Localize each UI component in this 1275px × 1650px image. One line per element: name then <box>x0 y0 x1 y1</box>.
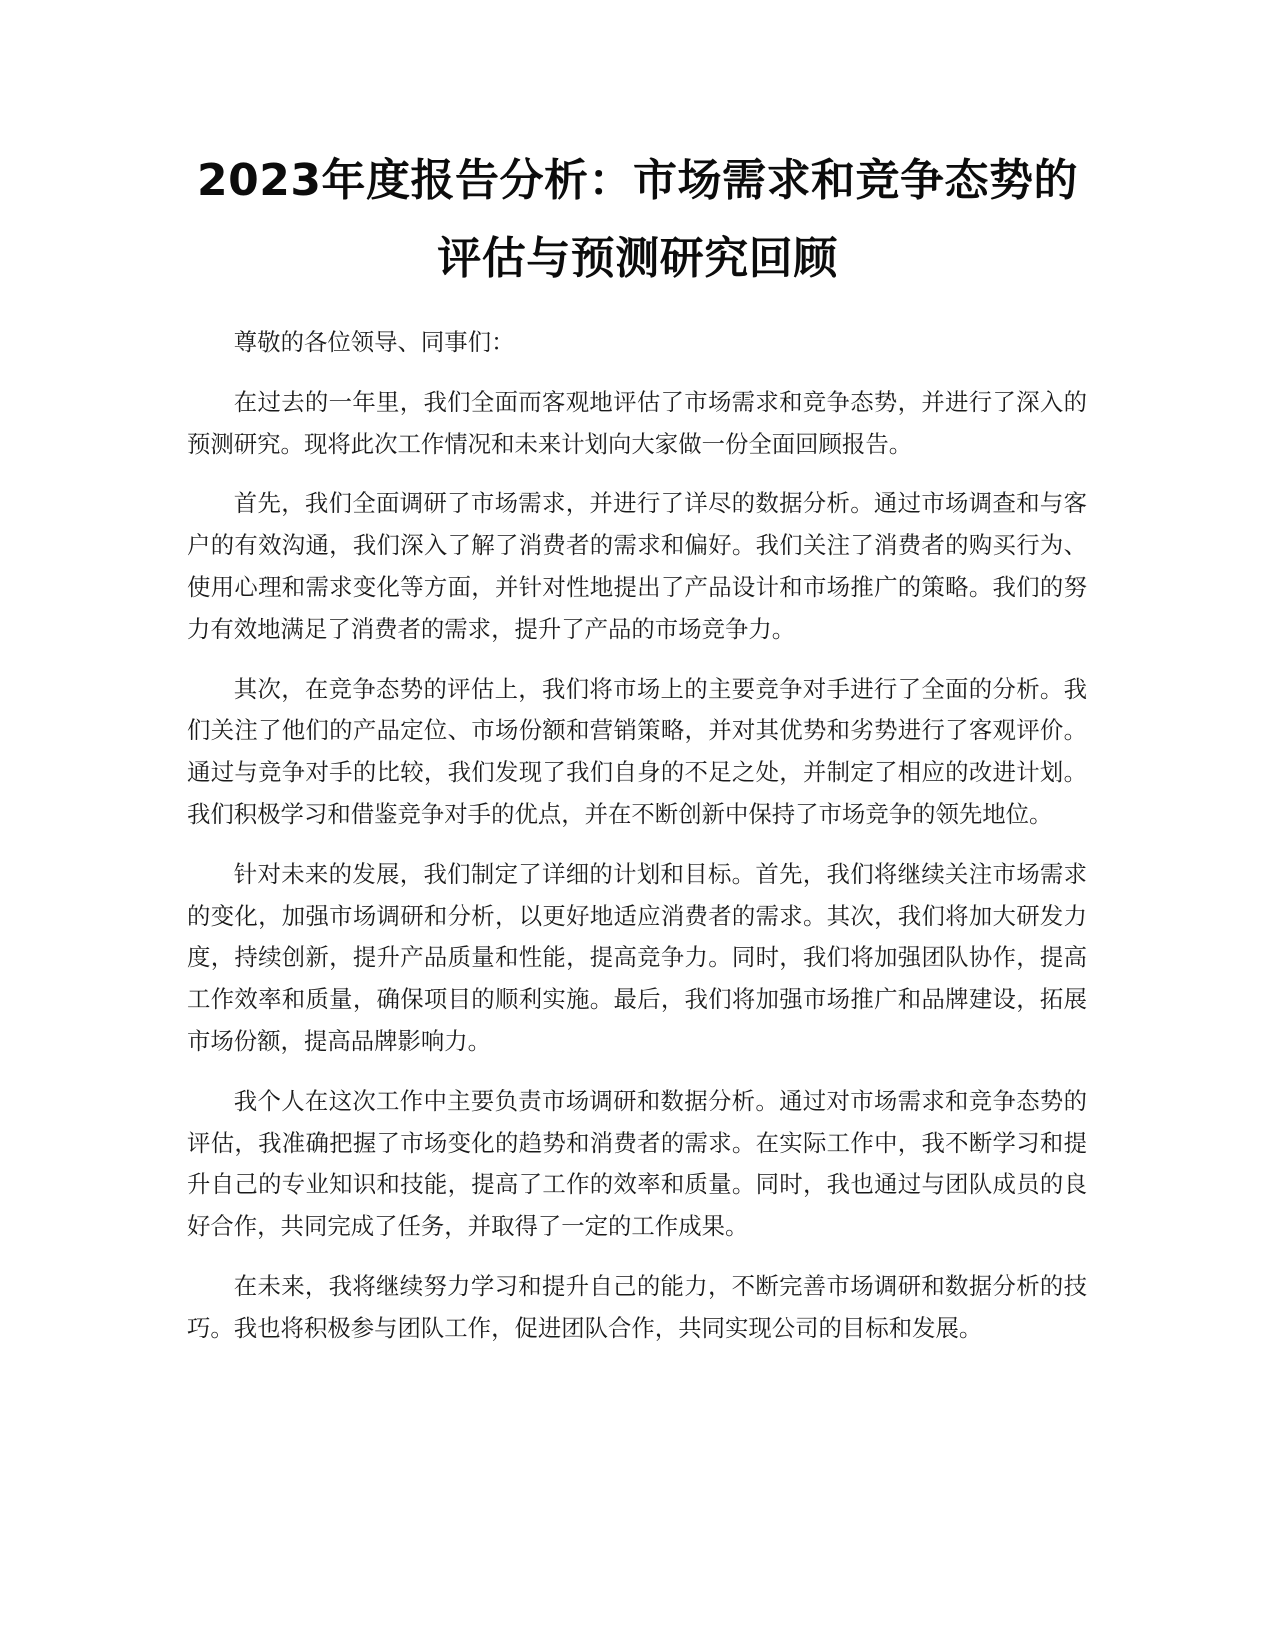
paragraph-future-plan: 针对未来的发展，我们制定了详细的计划和目标。首先，我们将继续关注市场需求的变化，加强市场调研和分析，以更好地适应消费者的需求。其次，我们将加大研发力度，持续创新，提升产品质量和性能，提高竞争力。同时，我们将加强团队协作，提高工作效率和质量，确保项目的顺利实施。最后，我们将加强市场推广和品牌建设，拓展市场份额，提高品牌影响力。 <box>187 859 1087 1055</box>
document-title <box>140 142 1135 298</box>
document-body <box>187 322 1087 1368</box>
salutation: 尊敬的各位领导、同事们： <box>233 328 515 356</box>
title-line-1: 2023年度报告分析：市场需求和竞争态势的 <box>197 155 1078 206</box>
paragraph-competition: 其次，在竞争态势的评估上，我们将市场上的主要竞争对手进行了全面的分析。我们关注了他们的产品定位、市场份额和营销策略，并对其优势和劣势进行了客观评价。通过与竞争对手的比较，我们发现了我们自身的不足之处，并制定了相应的改进计划。我们积极学习和借鉴竞争对手的优点，并在不断创新中保持了市场竞争的领先地位。 <box>187 674 1087 828</box>
paragraph-market-demand: 首先，我们全面调研了市场需求，并进行了详尽的数据分析。通过市场调查和与客户的有效沟通，我们深入了解了消费者的需求和偏好。我们关注了消费者的购买行为、使用心理和需求变化等方面，并针对性地提出了产品设计和市场推广的策略。我们的努力有效地满足了消费者的需求，提升了产品的市场竞争力。 <box>187 489 1087 643</box>
paragraph-personal-work: 我个人在这次工作中主要负责市场调研和数据分析。通过对市场需求和竞争态势的评估，我准确把握了市场变化的趋势和消费者的需求。在实际工作中，我不断学习和提升自己的专业知识和技能，提高了工作的效率和质量。同时，我也通过与团队成员的良好合作，共同完成了任务，并取得了一定的工作成果。 <box>187 1086 1087 1241</box>
title-line-2: 评估与预测研究回顾 <box>437 233 838 284</box>
paragraph-intro: 在过去的一年里，我们全面而客观地评估了市场需求和竞争态势，并进行了深入的预测研究。现将此次工作情况和未来计划向大家做一份全面回顾报告。 <box>187 387 1087 458</box>
paragraph-outlook: 在未来，我将继续努力学习和提升自己的能力，不断完善市场调研和数据分析的技巧。我也将积极参与团队工作，促进团队合作，共同实现公司的目标和发展。 <box>187 1271 1087 1342</box>
